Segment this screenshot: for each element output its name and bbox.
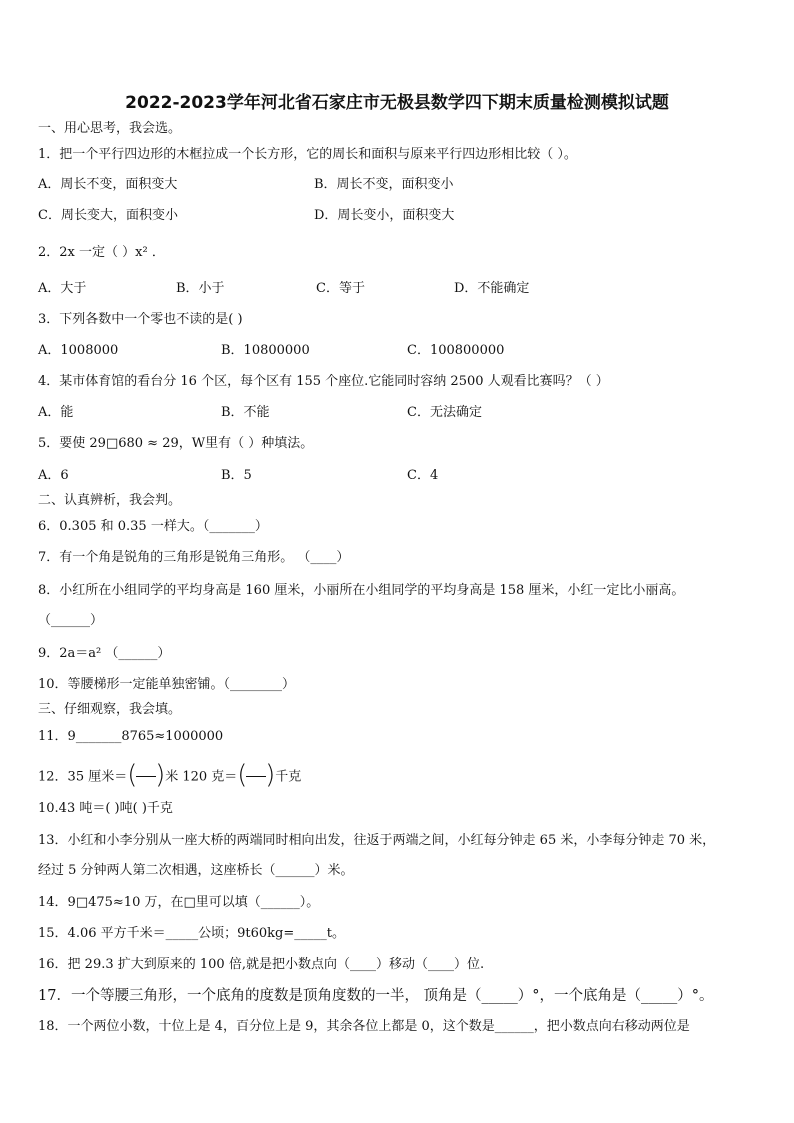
q3-option-a: A．1008000 bbox=[38, 343, 119, 358]
section-1-heading: 一、用心思考，我会选。 bbox=[38, 121, 182, 136]
q4-option-c: C．无法确定 bbox=[407, 405, 482, 420]
question-13-continued: 经过 5 分钟两人第二次相遇，这座桥长（______）米。 bbox=[38, 863, 354, 878]
section-3-heading: 三、仔细观察，我会填。 bbox=[38, 702, 182, 717]
question-5: 5．要使 29□680 ≈ 29，W里有（ ）种填法。 bbox=[38, 436, 314, 451]
question-8-answer-blank: （______） bbox=[38, 613, 104, 628]
question-14: 14．9□475≈10 万，在□里可以填（______）。 bbox=[38, 895, 320, 910]
question-16: 16．把 29.3 扩大到原来的 100 倍,就是把小数点向（____）移动（____）位. bbox=[38, 957, 485, 972]
q3-option-b: B．10800000 bbox=[221, 343, 310, 358]
question-3: 3．下列各数中一个零也不读的是( ) bbox=[38, 312, 243, 327]
q4-option-b: B．不能 bbox=[221, 405, 270, 420]
q1-option-d: D．周长变小，面积变大 bbox=[314, 208, 455, 223]
q2-option-d: D．不能确定 bbox=[454, 281, 530, 296]
page-title: 2022-2023学年河北省石家庄市无极县数学四下期末质量检测模拟试题 bbox=[125, 93, 669, 113]
q12-part-3: 千克 bbox=[275, 769, 302, 785]
q5-option-a: A．6 bbox=[38, 468, 69, 483]
question-6: 6．0.305 和 0.35 一样大。（_______） bbox=[38, 519, 268, 534]
q1-option-a: A．周长不变，面积变大 bbox=[38, 177, 178, 192]
question-4: 4．某市体育馆的看台分 16 个区，每个区有 155 个座位.它能同时容纳 2500 人观看比赛吗？（ ） bbox=[38, 374, 609, 389]
q5-option-c: C．4 bbox=[407, 468, 439, 483]
question-12 bbox=[38, 760, 302, 790]
q2-option-b: B．小于 bbox=[176, 281, 225, 296]
q2-option-a: A．大于 bbox=[38, 281, 87, 296]
question-8: 8．小红所在小组同学的平均身高是 160 厘米，小丽所在小组同学的平均身高是 158 厘米，小红一定比小丽高。 bbox=[38, 583, 685, 598]
question-2: 2．2x 一定（ ）x² ． bbox=[38, 245, 165, 260]
q1-option-c: C．周长变大，面积变小 bbox=[38, 208, 178, 223]
q12-part-1: 12．35 厘米＝ bbox=[38, 769, 128, 785]
question-11: 11．9_______8765≈1000000 bbox=[38, 729, 224, 744]
question-12-continued: 10.43 吨＝( )吨( )千克 bbox=[38, 801, 173, 816]
section-2-heading: 二、认真辨析，我会判。 bbox=[38, 493, 182, 508]
question-1: 1．把一个平行四边形的木框拉成一个长方形，它的周长和面积与原来平行四边形相比较（ ）。 bbox=[38, 147, 577, 162]
question-10: 10．等腰梯形一定能单独密铺。（________） bbox=[38, 677, 296, 692]
q1-option-b: B．周长不变，面积变小 bbox=[314, 177, 454, 192]
question-9: 9．2a＝a² （______） bbox=[38, 646, 171, 661]
q4-option-a: A．能 bbox=[38, 405, 74, 420]
q5-option-b: B．5 bbox=[221, 468, 252, 483]
q12-part-2: 米 120 克＝ bbox=[165, 769, 238, 785]
question-7: 7．有一个角是锐角的三角形是锐角三角形。 （____） bbox=[38, 550, 350, 565]
fraction-blank-2: ( ) bbox=[237, 760, 276, 790]
question-13: 13．小红和小李分别从一座大桥的两端同时相向出发，往返于两端之间，小红每分钟走 65 米，小李每分钟走 70 米， bbox=[38, 833, 716, 848]
question-17: 17．一个等腰三角形，一个底角的度数是顶角度数的一半， 顶角是（_____）°，一个底角是（_____）°。 bbox=[38, 988, 714, 1004]
q2-option-c: C．等于 bbox=[316, 281, 365, 296]
fraction-blank-1: ( ) bbox=[127, 760, 166, 790]
question-18: 18．一个两位小数，十位上是 4，百分位上是 9，其余各位上都是 0，这个数是______，把小数点向右移动两位是 bbox=[38, 1019, 690, 1034]
question-15: 15．4.06 平方千米＝_____公顷；9t60kg=_____t。 bbox=[38, 926, 345, 941]
q3-option-c: C．100800000 bbox=[407, 343, 505, 358]
